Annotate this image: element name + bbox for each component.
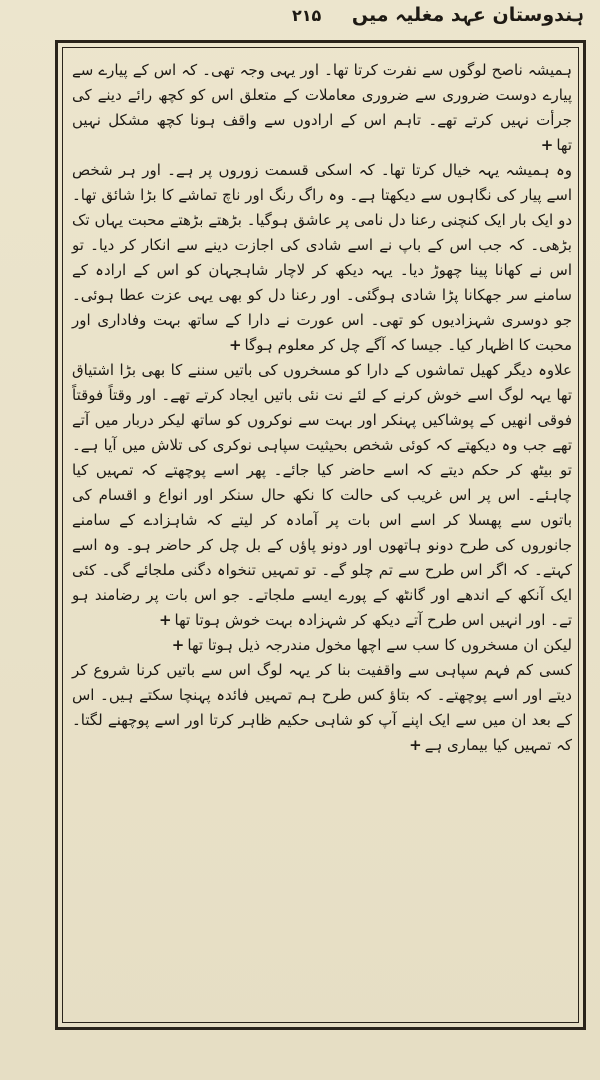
paragraph-5-text: کسی کم فہم سپاہی سے واقفیت بنا کر یہہ لوگ اس سے باتیں کرنا شروع کر دیتے اور اسے پوچھتے۔ کہ بتاؤ کس طرح ہم تمہیں فائدہ پہنچا سکتے ہیں۔ اس کے بعد ان میں سے ایک اپنے آپ کو شاہی حکیم ظاہر کرتا اور اسے پوچھنے لگتا۔ کہ تمہیں کیا بیماری ہے xyxy=(72,661,572,754)
paragraph-5 xyxy=(72,658,572,758)
paragraph-2 xyxy=(72,158,572,358)
page-number: ۲۱۵ xyxy=(292,6,322,25)
end-mark: + xyxy=(409,736,422,754)
running-head: ہندوستان عہد مغلیہ میں xyxy=(351,4,584,26)
body-text xyxy=(72,58,572,1008)
paragraph-1-text: ہمیشہ ناصح لوگوں سے نفرت کرتا تھا۔ اور یہی وجہ تھی۔ کہ اس کے پیارے سے پیارے دوست ضروری سے ضروری معاملات کے متعلق اس کو کچھ رائے دینے کی جرأت نہیں کرتے تھے۔ تاہم اس کے ارادوں سے واقف ہونا کچھ مشکل نہیں تھا xyxy=(72,61,572,154)
end-mark: + xyxy=(158,611,172,629)
paragraph-1 xyxy=(72,58,572,158)
paragraph-4 xyxy=(72,633,572,658)
paragraph-3-text: علاوہ دیگر کھیل تماشوں کے دارا کو مسخروں کی باتیں سننے کا بھی بڑا اشتیاق تھا یہہ لوگ اسے خوش کرنے کے لئے نت نئی باتیں ایجاد کرتے تھے۔ اور وقتاً فوقتاً فوقی انھیں کے پوشاکیں پہنکر اور بہت سے نوکروں کو ساتھ لیکر دربار میں آتے تھے جب وہ دیکھتے کہ کوئی شخص بحیثیت سپاہی نوکری کی تلاش میں آیا ہے۔ تو بیٹھ کر حکم دیتے کہ اسے حاضر کیا جائے۔ پھر اسے پوچھتے کہ تمہیں کیا چاہئے۔ اس پر اس غریب کی حالت کا نکھ حال سنکر اور انواع و اقسام کی باتوں سے پھسلا کر اسے اس بات پر آمادہ کر لیتے کہ شاہزادے کے سامنے جانوروں کی طرح دونو ہاتھوں اور دونو پاؤں کے بل چل کر حاضر ہو۔ وہ اسے کہتے۔ کہ اگر اس طرح سے تم چلو گے۔ تو تمہیں تنخواہ دگنی ملجائے گی۔ کئی ایک آنکھ کے اندھے اور گانٹھ کے پورے ایسے ملجاتے۔ جو اس بات پر رضامند ہو تے۔ اور انہیں اس طرح آتے دیکھ کر شہزادہ بہت خوش ہوتا تھا xyxy=(72,361,572,629)
paragraph-2-text: وہ ہمیشہ یہہ خیال کرتا تھا۔ کہ اسکی قسمت زوروں پر ہے۔ اور ہر شخص اسے پیار کی نگاہوں سے دیکھتا ہے۔ وہ راگ رنگ اور ناچ تماشے کا بڑا شائق تھا۔ دو ایک بار ایک کنچنی رعنا دل نامی پر عاشق ہوگیا۔ بڑھتے بڑھتے محبت یہاں تک بڑھی۔ کہ جب اس کے باپ نے اسے شادی کی اجازت دینے سے انکار کر دیا۔ تو اس نے کھانا پینا چھوڑ دیا۔ یہہ دیکھ کر لاچار شاہجہان کو اس کے ارادہ کے سامنے سر جھکانا پڑا شادی ہوگئی۔ اور رعنا دل کو بھی یہی عزت عطا ہوئی۔ جو دوسری شہزادیوں کو تھی۔ اس عورت نے دارا کے ساتھ بہت وفاداری اور محبت کا اظہار کیا۔ جیسا کہ آگے چل کر معلوم ہوگا xyxy=(72,161,572,354)
paragraph-3 xyxy=(72,358,572,633)
end-mark: + xyxy=(171,636,185,654)
end-mark: + xyxy=(540,136,554,154)
paragraph-4-text: لیکن ان مسخروں کا سب سے اچھا مخول مندرجہ ذیل ہوتا تھا xyxy=(187,636,572,654)
end-mark: + xyxy=(228,336,242,354)
page-header xyxy=(0,0,600,38)
